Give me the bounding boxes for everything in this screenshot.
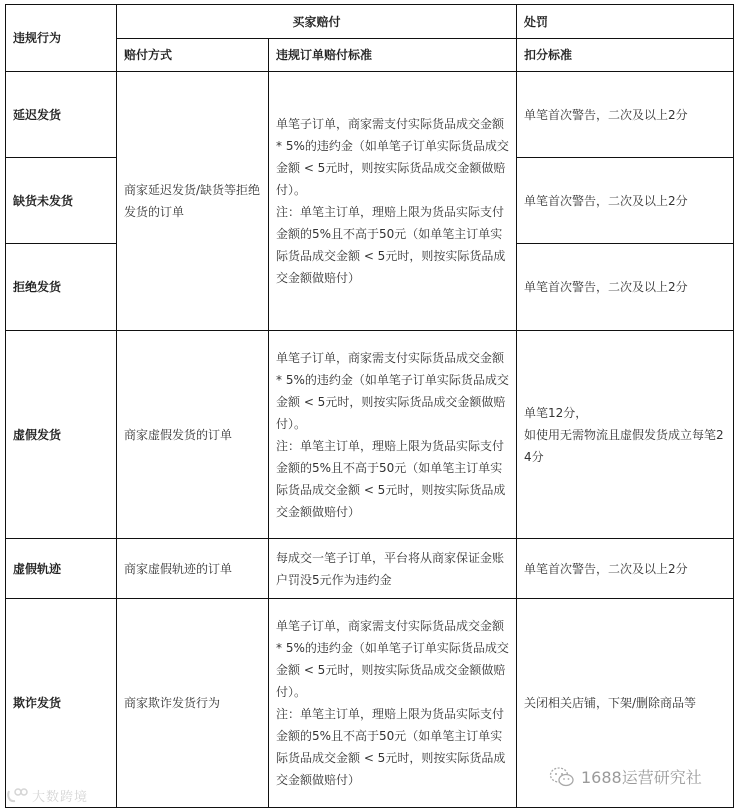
method-cell: 商家虚假轨迹的订单	[117, 539, 269, 599]
table-row	[6, 331, 734, 539]
deduction-cell: 单笔首次警告，二次及以上2分	[517, 72, 734, 158]
deduction-cell: 单笔首次警告，二次及以上2分	[517, 158, 734, 244]
watermark-right-text: 1688运营研究社	[581, 768, 702, 787]
standard-note: 注：单笔主订单，理赔上限为货品实际支付金额的5%且不高于50元（如单笔主订单实际货品成交金额 < 5元时，则按实际货品成交金额做赔付）	[276, 438, 506, 519]
violation-cell: 虚假发货	[6, 331, 117, 539]
method-cell: 商家虚假发货的订单	[117, 331, 269, 539]
header-deduction-standard: 扣分标准	[517, 39, 734, 72]
standard-cell	[269, 72, 517, 331]
watermark-right	[549, 765, 702, 788]
deduction-cell: 单笔首次警告，二次及以上2分	[517, 244, 734, 331]
method-cell: 商家延迟发货/缺货等拒绝发货的订单	[117, 72, 269, 331]
brand-logo-icon	[6, 788, 28, 804]
standard-cell	[269, 539, 517, 599]
standard-paragraph: 单笔子订单，商家需支付实际货品成交金额 * 5%的违约金（如单笔子订单实际货品成交金额 < 5元时，则按实际货品成交金额做赔付）。	[276, 350, 509, 431]
deduction-cell	[517, 331, 734, 539]
header-compensation-method: 赔付方式	[117, 39, 269, 72]
method-cell: 商家欺诈发货行为	[117, 599, 269, 808]
deduction-cell: 关闭相关店铺，下架/删除商品等	[517, 599, 734, 808]
violation-cell: 虚假轨迹	[6, 539, 117, 599]
watermark-left	[6, 786, 88, 805]
header-buyer-compensation: 买家赔付	[117, 5, 517, 39]
header-penalty: 处罚	[517, 5, 734, 39]
standard-paragraph: 单笔子订单，商家需支付实际货品成交金额 * 5%的违约金（如单笔子订单实际货品成交金额 < 5元时，则按实际货品成交金额做赔付）。	[276, 117, 509, 197]
header-violation: 违规行为	[6, 5, 117, 72]
violation-rules-table	[5, 4, 734, 808]
standard-note: 注：单笔主订单，理赔上限为货品实际支付金额的5%且不高于50元（如单笔主订单实际货品成交金额 < 5元时，则按实际货品成交金额做赔付）	[276, 205, 506, 285]
violation-cell: 缺货未发货	[6, 158, 117, 244]
standard-cell	[269, 599, 517, 808]
deduction-cell: 单笔首次警告，二次及以上2分	[517, 539, 734, 599]
table-row	[6, 72, 734, 158]
violation-cell: 拒绝发货	[6, 244, 117, 331]
header-row-1	[6, 5, 734, 39]
header-compensation-standard: 违规订单赔付标准	[269, 39, 517, 72]
watermark-left-text: 大数跨境	[32, 790, 89, 805]
standard-note: 注：单笔主订单，理赔上限为货品实际支付金额的5%且不高于50元（如单笔主订单实际货品成交金额 < 5元时，则按实际货品成交金额做赔付）	[276, 707, 506, 787]
table-row	[6, 539, 734, 599]
violation-cell: 欺诈发货	[6, 599, 117, 808]
violation-cell: 延迟发货	[6, 72, 117, 158]
wechat-icon	[549, 766, 575, 788]
deduction-line: 如使用无需物流且虚假发货成立每笔24分	[524, 427, 724, 464]
standard-paragraph: 单笔子订单，商家需支付实际货品成交金额 * 5%的违约金（如单笔子订单实际货品成交金额 < 5元时，则按实际货品成交金额做赔付）。	[276, 619, 509, 699]
standard-cell	[269, 331, 517, 539]
deduction-line: 单笔12分，	[524, 405, 588, 420]
standard-paragraph: 每成交一笔子订单，平台将从商家保证金账户罚没5元作为违约金	[276, 550, 505, 587]
